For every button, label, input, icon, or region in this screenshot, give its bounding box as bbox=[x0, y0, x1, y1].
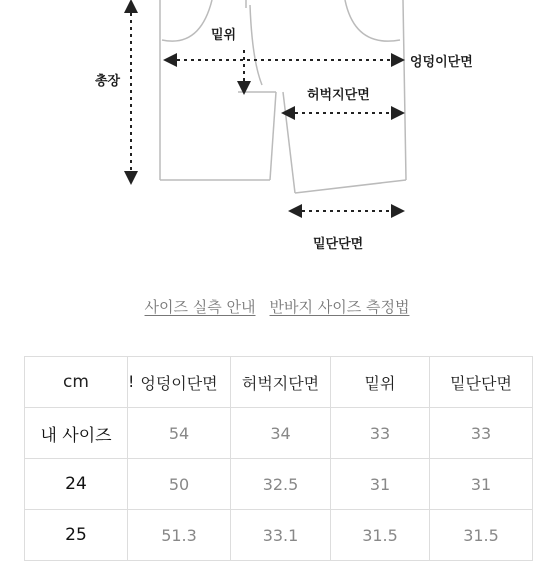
table-cell: 33 bbox=[331, 408, 430, 459]
table-row bbox=[25, 459, 533, 510]
table-cell: 33 bbox=[430, 408, 533, 459]
table-cell: 33.1 bbox=[231, 510, 331, 561]
table-cell: 31 bbox=[430, 459, 533, 510]
row-label: 24 bbox=[25, 459, 128, 510]
shorts-measurement-method-link[interactable]: 반바지 사이즈 측정법 bbox=[269, 298, 410, 316]
hip-width-label: 엉덩이단면 bbox=[410, 55, 473, 70]
size-table bbox=[24, 356, 533, 561]
table-cell: 31 bbox=[331, 459, 430, 510]
rise-label: 밑위 bbox=[211, 28, 237, 43]
table-row-my-size bbox=[25, 408, 533, 459]
shorts-measurement-diagram bbox=[0, 0, 554, 270]
table-cell: 32.5 bbox=[231, 459, 331, 510]
size-guide-links bbox=[0, 296, 554, 317]
table-cell: 54 bbox=[128, 408, 231, 459]
row-label: 내 사이즈 bbox=[25, 408, 128, 459]
table-header-row bbox=[25, 357, 533, 408]
corner-mark: ! bbox=[128, 372, 135, 391]
table-cell: 31.5 bbox=[430, 510, 533, 561]
table-cell: 31.5 bbox=[331, 510, 430, 561]
thigh-width-label: 허벅지단면 bbox=[307, 88, 370, 103]
column-header-thigh-width: 허벅지단면 bbox=[231, 357, 331, 408]
column-header-hem-width: 밑단단면 bbox=[430, 357, 533, 408]
unit-header: cm bbox=[25, 357, 128, 408]
row-label: 25 bbox=[25, 510, 128, 561]
total-length-label: 총장 bbox=[95, 74, 121, 89]
table-cell: 50 bbox=[128, 459, 231, 510]
column-header-hip-width: 엉덩이단면 bbox=[128, 357, 231, 408]
hem-width-label: 밑단단면 bbox=[313, 237, 364, 252]
table-cell: 34 bbox=[231, 408, 331, 459]
column-header-rise: 밑위 bbox=[331, 357, 430, 408]
size-measurement-guide-link[interactable]: 사이즈 실측 안내 bbox=[144, 298, 256, 316]
table-row bbox=[25, 510, 533, 561]
table-cell: 51.3 bbox=[128, 510, 231, 561]
